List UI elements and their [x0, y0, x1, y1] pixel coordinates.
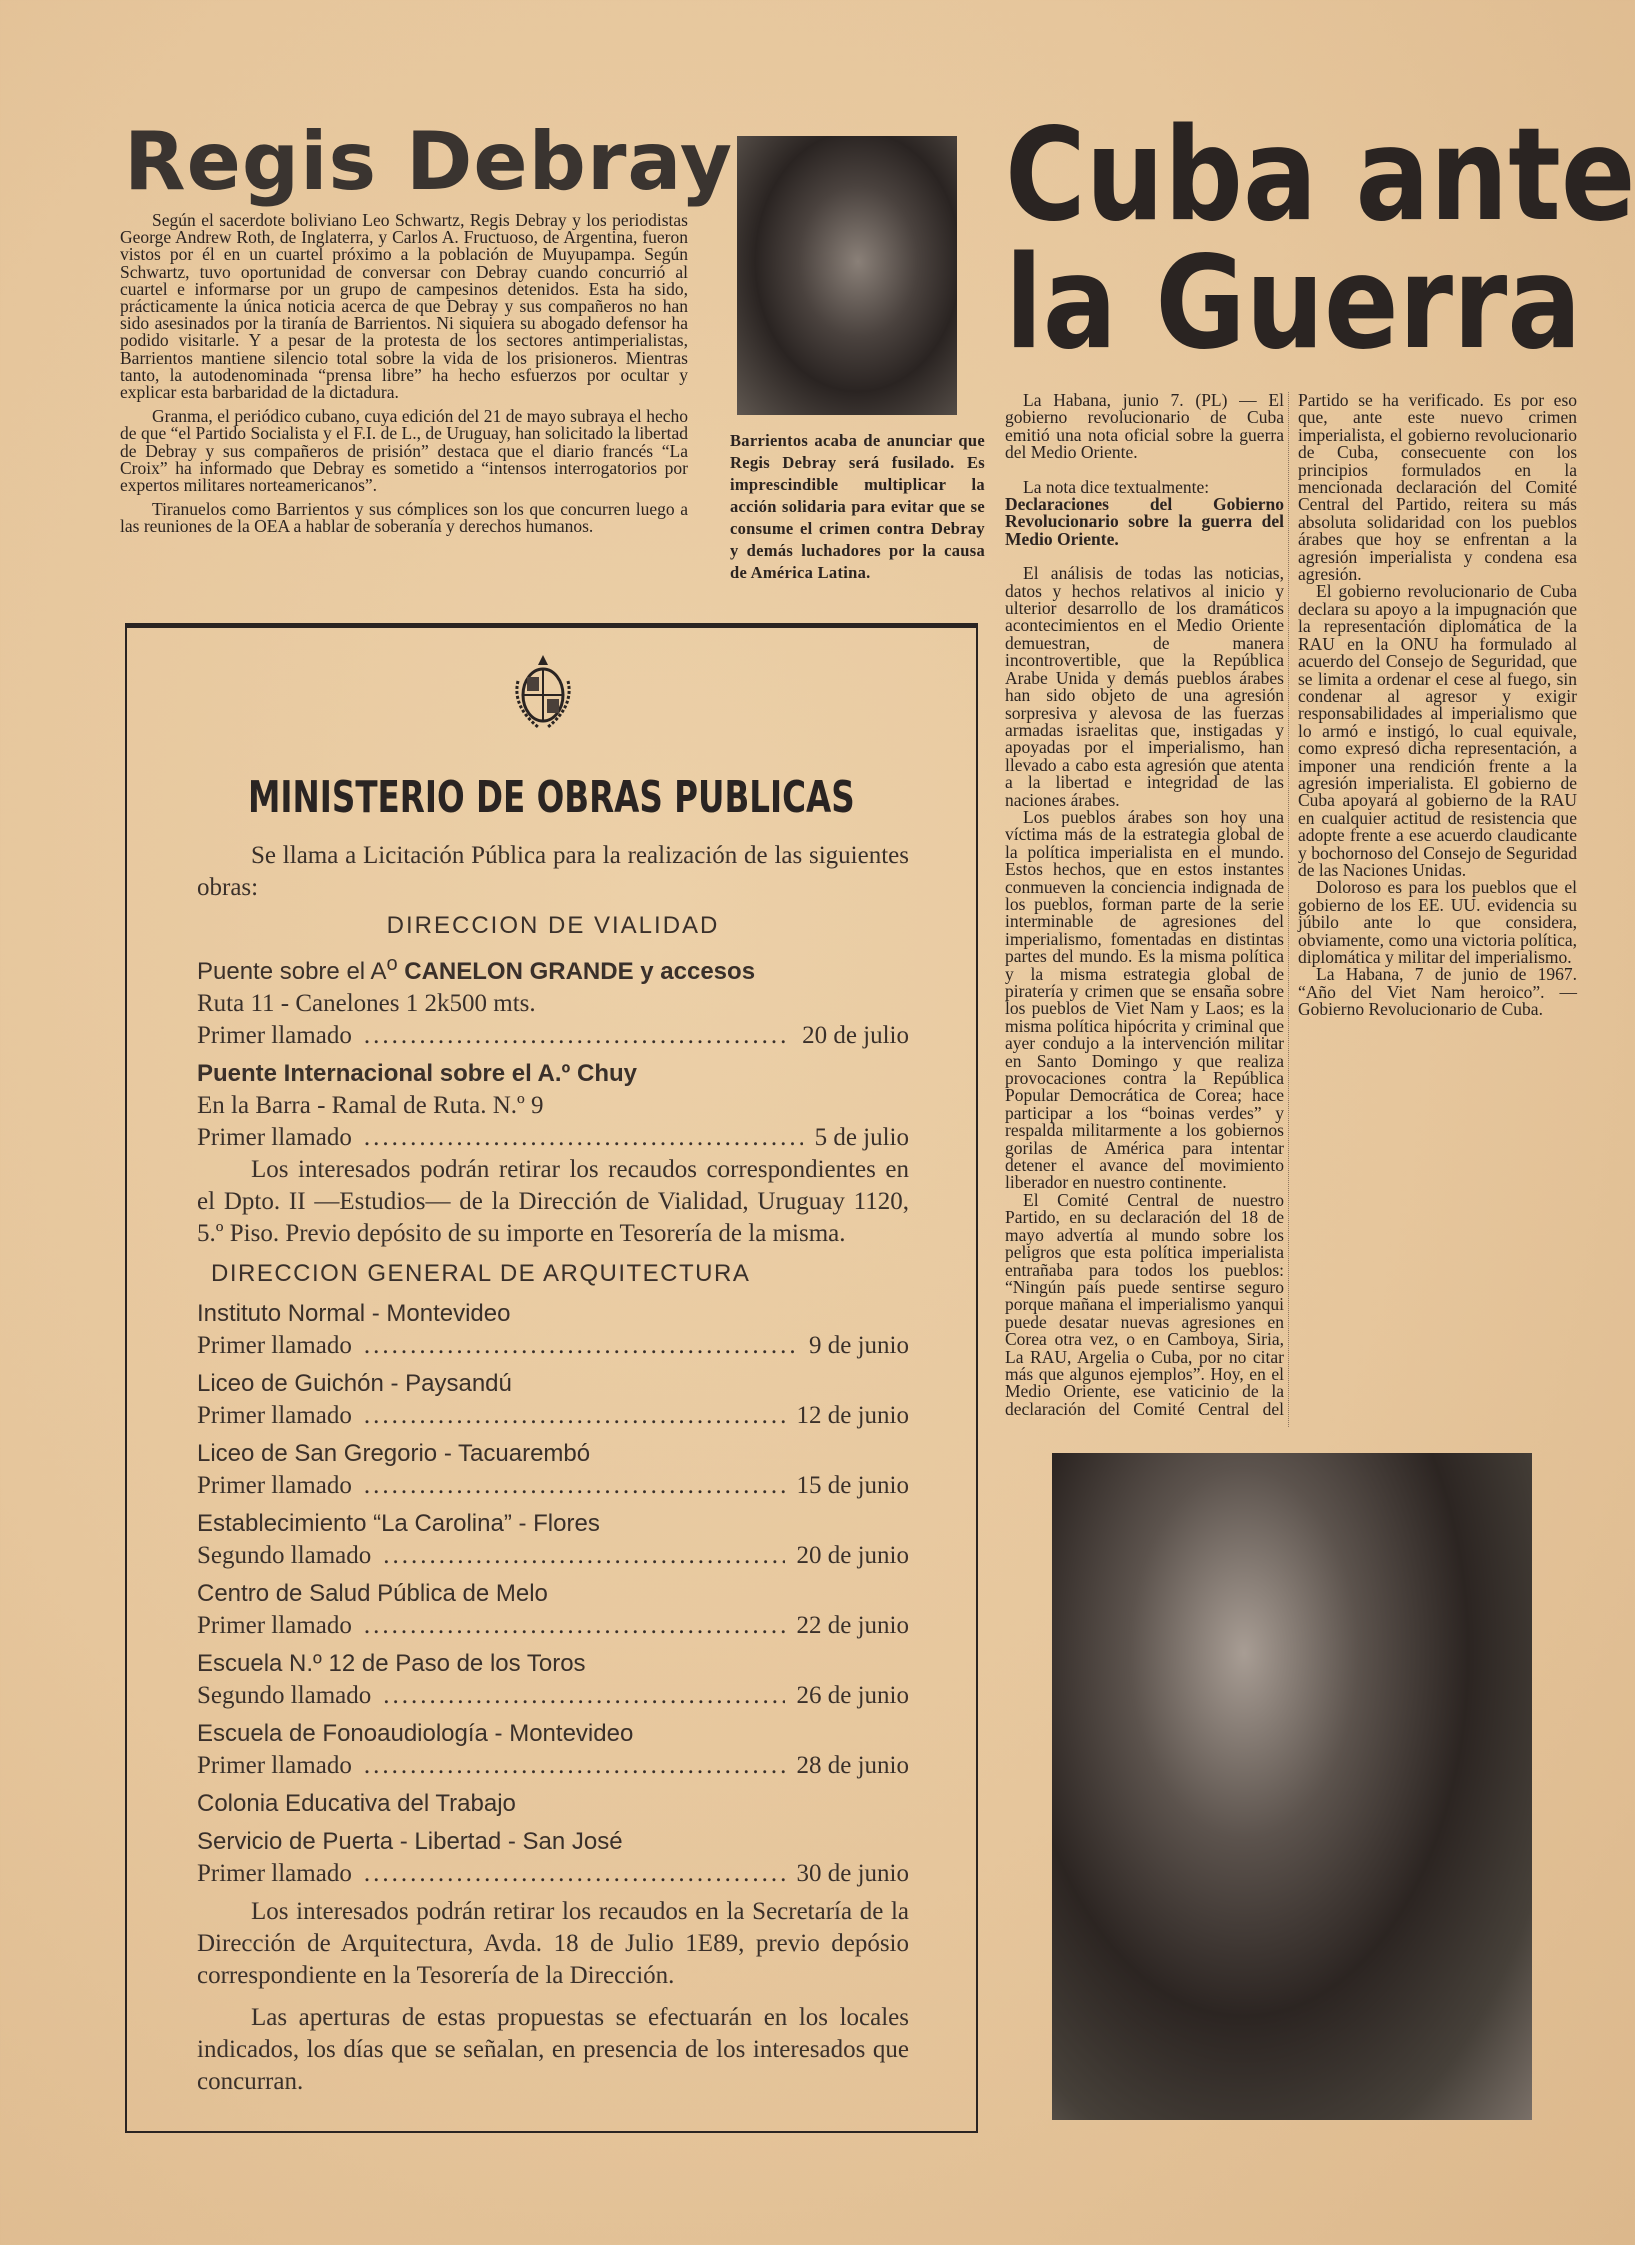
call-date: 30 de junio: [796, 1860, 909, 1887]
leader-dots: [364, 1020, 790, 1052]
call-date: 9 de junio: [809, 1332, 909, 1359]
leader-dots: [364, 1122, 803, 1154]
debray-paragraph: Según el sacerdote boliviano Leo Schwartz, Regis Debray y los periodistas George Andrew Roth, de Inglaterra, y Carlos A. Fructuoso, de Argentina, fueron vistos por él en un cuartel próximo a la población de Muyupampa. Según Schwartz, tuvo oportunidad de conversar con Debray cuando concurrió al cuartel e informarse por un grupo de campesinos detenidos. Esta ha sido, prácticamente la única noticia acerca de que Debray y sus compañeros no han sido asesinados por la tiranía de Barrientos. Ni siquiera su abogado defensor ha podido visitarle. Y a pesar de la protesta de los sectores antimperialistas, Barrientos mantiene silencio total sobre la vida de los prisioneros. Mientras tanto, la autodenominada “prensa libre” ha hecho esfuerzos por ocultar y explicar esta barbaridad de la dictadura.: [120, 210, 688, 403]
cuba-headline-line: la Guerra: [1005, 229, 1582, 378]
work-name: Instituto Normal - Montevideo: [197, 1300, 511, 1327]
work-name: [197, 1058, 909, 1090]
cuba-paragraph: El Comité Central de nuestro Partido, en su declaración del 18 de mayo advertía al mundo sobre los peligros que esta política imperialista entrañaba para todos los pueblos: “Ningún país puede sentirse seguro porque mañana el imperialismo yanqui puede desatar nuevas agresiones en Corea otra vez, o en Camboya, Siria, La RAU, Argelia o Cuba, por no citar más que algunos ejemplos”. Hoy, en el Medio Oriente, ese vaticinio de la declaración del Comité Central del Partido se ha verificado. Es por eso que, ante este nuevo crimen imperialista, el gobierno revolucionario de Cuba, consecuente con los principios formulados en la mencionada declaración del Comité Central del Partido, reitera su más absoluta solidaridad con los pueblos árabes que hoy se enfrentan a la agresión imperialista y condena esa agresión.: [1005, 390, 1577, 1419]
call-row: [197, 1020, 909, 1052]
cuba-paragraph: El análisis de todas las noticias, datos y hechos relativos al inicio y ulterior desarrollo de los dramáticos acontecimientos en el Medio Oriente demuestran, de manera incontrovertible, que la República Arabe Unida y demás pueblos árabes han sido objeto de una agresión sorpresiva y alevosa de las fuerzas armadas israelitas que, instigadas y apoyadas por el imperialismo, han llevado a cabo esta agresión que atenta a la libertad e integridad de las naciones árabes.: [1005, 563, 1284, 810]
work-name: Centro de Salud Pública de Melo: [197, 1580, 548, 1607]
call-row: [197, 1540, 909, 1572]
ad-body: [197, 840, 909, 2098]
debray-paragraph: Tiranuelos como Barrientos y sus cómplices son los que concurren luego a las reuniones de la OEA a hablar de soberanía y derechos humanos.: [120, 499, 688, 537]
debray-photo-caption: Barrientos acaba de anunciar que Regis Debray será fusilado. Es imprescindible multiplicar la acción solidaria para evitar que se consume el crimen contra Debray y demás luchadores por la causa de América Latina.: [730, 431, 985, 582]
work-name-part: y accesos: [633, 958, 756, 985]
call-row: [197, 1680, 909, 1712]
leader-dots: [364, 1470, 785, 1502]
cuba-subheading: Declaraciones del Gobierno Revolucionario sobre la guerra del Medio Oriente.: [1005, 494, 1284, 549]
call-row: [197, 1400, 909, 1432]
cuba-signature: La Habana, 7 de junio de 1967. “Año del Viet Nam heroico”. — Gobierno Revolucionario de Cuba.: [1298, 964, 1577, 1020]
cuba-headline: [1005, 101, 1635, 378]
work-name: Liceo de San Gregorio - Tacuarembó: [197, 1440, 591, 1467]
call-label: Primer llamado: [197, 1124, 352, 1151]
call-date: 20 de junio: [796, 1542, 909, 1569]
section-heading-vialidad: DIRECCION DE VIALIDAD: [386, 912, 720, 939]
work-name-part: o: [386, 953, 398, 975]
debray-paragraph: Granma, el periódico cubano, cuya edición del 21 de mayo subraya el hecho de que “el Partido Socialista y el F.I. de L., de Uruguay, han solicitado la libertad de Debray y sus compañeros de prisión” destaca que el diario francés “La Croix” ha informado que Debray es sometido a “intensos interrogatorios por expertos militares norteamericanos”.: [120, 406, 688, 496]
work-name: Colonia Educativa del Trabajo: [197, 1790, 516, 1817]
leader-dots: [364, 1858, 785, 1890]
work-name: [197, 948, 909, 988]
cuba-paragraph: Los pueblos árabes son hoy una víctima más de la estrategia global de la política imperialista en el mundo. Estos hechos, que en estos instantes conmueven la conciencia indignada de los pueblos, forman parte de la serie interminable de agresiones del imperialismo, fomentadas en distintas partes del mundo. Es la misma política y la misma estrategia global de piratería y crimen que se ensaña sobre los pueblos de Viet Nam y Laos; es la misma política hipócrita y criminal que ayer condujo a la intervención militar en Santo Domingo y que realiza provocaciones contra la República Popular Democrática de Corea; hace participar a los “boinas verdes” y respalda militarmente a los gobiernos gorilas de América para intentar detener el avance del movimiento liberador en nuestro continente.: [1005, 806, 1284, 1193]
portrait-photo: [1052, 1453, 1532, 2120]
work-name: Establecimiento “La Carolina” - Flores: [197, 1510, 600, 1537]
cuba-paragraph: La nota dice textualmente:: [1023, 476, 1210, 497]
leader-dots: [383, 1680, 784, 1712]
cuba-paragraph: La Habana, junio 7. (PL) — El gobierno revolucionario de Cuba emitió una nota oficial sobre la guerra del Medio Oriente.: [1005, 390, 1284, 463]
cuba-headline-line: Cuba ante: [1005, 101, 1635, 250]
call-label: Segundo llamado: [197, 1542, 372, 1569]
cuba-paragraph: El gobierno revolucionario de Cuba declara su apoyo a la impugnación que la representación diplomática de la RAU en la ONU ha formulado al acuerdo del Consejo de Seguridad, que se limita a ordenar el cese al fuego, sin condenar al agresor y exigir responsabilidades al imperialismo que lo armó e instigó, lo cual equivale, como expresó dicha representación, a imponer una rendición frente a la agresión imperialista. El gobierno de Cuba apoyará al gobierno de la RAU en cualquier actitud de resistencia que adopte frente a ese acuerdo claudicante y bochornoso del Consejo de Seguridad de las Naciones Unidas.: [1298, 581, 1577, 880]
call-date: 26 de junio: [796, 1682, 909, 1709]
call-label: Primer llamado: [197, 1472, 352, 1499]
section-heading-arquitectura: DIRECCION GENERAL DE ARQUITECTURA: [211, 1260, 751, 1287]
work-name: Liceo de Guichón - Paysandú: [197, 1370, 512, 1397]
call-row: [197, 1470, 909, 1502]
debray-article-body: [120, 212, 688, 543]
call-row: [197, 1122, 909, 1154]
call-date: 15 de junio: [796, 1472, 909, 1499]
call-label: Primer llamado: [197, 1402, 352, 1429]
call-date: 5 de julio: [814, 1124, 909, 1151]
call-row: [197, 1330, 909, 1362]
vialidad-note: Los interesados podrán retirar los recaudos correspondientes en el Dpto. II —Estudios— de la Dirección de Vialidad, Uruguay 1120, 5.º Piso. Previo depósito de su importe en Tesorería de la misma.: [197, 1156, 909, 1247]
call-date: 22 de junio: [796, 1612, 909, 1639]
work-location: Ruta 11 - Canelones 1 2k500 mts.: [197, 990, 536, 1017]
arquitectura-list: [197, 1298, 909, 1890]
call-row: [197, 1610, 909, 1642]
cuba-paragraph: Doloroso es para los pueblos que el gobierno de los EE. UU. evidencia su júbilo ante lo que considera, obviamente, como una victoria política, diplomática y militar del imperialismo.: [1298, 877, 1577, 967]
ad-intro: Se llama a Licitación Pública para la realización de las siguientes obras:: [197, 842, 909, 901]
call-date: 28 de junio: [796, 1752, 909, 1779]
ad-closing: Las aperturas de estas propuestas se efectuarán en los locales indicados, los días que se señalan, en presencia de los interesados que concurran.: [197, 2004, 909, 2095]
work-name: Escuela de Fonoaudiología - Montevideo: [197, 1720, 634, 1747]
work-name: Servicio de Puerta - Libertad - San José: [197, 1828, 623, 1855]
call-label: Segundo llamado: [197, 1682, 372, 1709]
call-date: 12 de junio: [796, 1402, 909, 1429]
leader-dots: [383, 1540, 784, 1572]
work-name-part: A.º Chuy: [537, 1060, 637, 1087]
leader-dots: [364, 1750, 785, 1782]
call-label: Primer llamado: [197, 1860, 352, 1887]
work-name-part: CANELON GRANDE: [397, 958, 634, 985]
call-label: Primer llamado: [197, 1612, 352, 1639]
work-name: Escuela N.º 12 de Paso de los Toros: [197, 1650, 586, 1677]
call-label: Primer llamado: [197, 1332, 352, 1359]
call-label: Primer llamado: [197, 1022, 352, 1049]
call-label: Primer llamado: [197, 1752, 352, 1779]
call-date: 20 de julio: [802, 1022, 909, 1049]
work-name-part: Puente Internacional sobre el: [197, 1060, 538, 1087]
leader-dots: [364, 1610, 785, 1642]
work-location: En la Barra - Ramal de Ruta. N.º 9: [197, 1092, 544, 1119]
call-row: [197, 1858, 909, 1890]
leader-dots: [364, 1400, 785, 1432]
call-row: [197, 1750, 909, 1782]
ad-title: MINISTERIO DE OBRAS PUBLICAS: [248, 772, 855, 823]
uruguay-coat-of-arms-icon: [508, 651, 578, 731]
arquitectura-note: Los interesados podrán retirar los recaudos en la Secretaría de la Dirección de Arquitectura, Avda. 18 de Julio 1E89, previo depósio correspondiente en la Tesorería de la Dirección.: [197, 1898, 909, 1989]
cuba-article-body: [1005, 392, 1577, 1432]
debray-photo: [737, 136, 957, 415]
debray-headline: Regis Debray: [124, 115, 734, 208]
work-name-part: Puente sobre el A: [197, 958, 387, 985]
leader-dots: [364, 1330, 797, 1362]
